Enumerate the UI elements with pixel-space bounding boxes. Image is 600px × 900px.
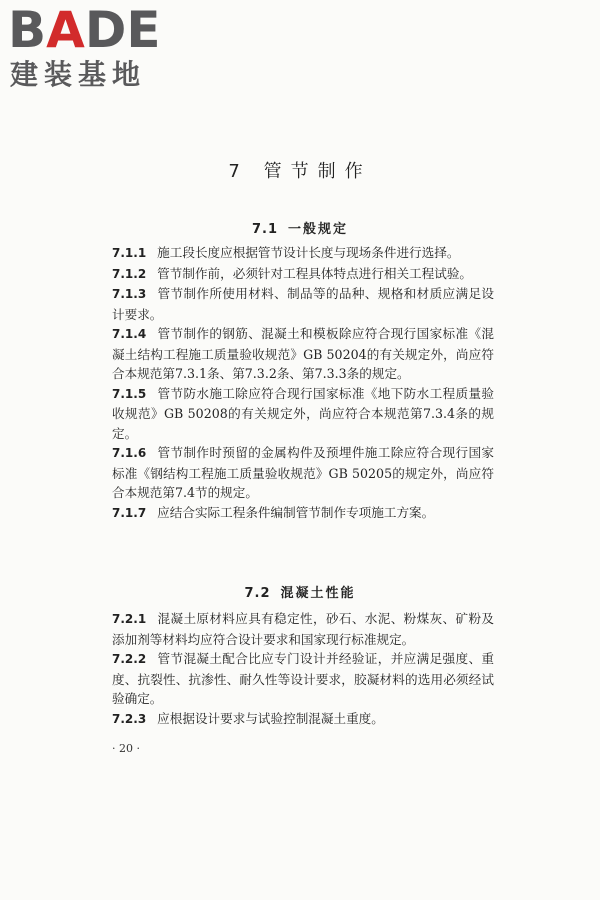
logo-letters-de: DE <box>84 1 161 59</box>
clause-text: 管节混凝土配合比应专门设计并经验证，并应满足强度、重度、抗裂性、抗渗性、耐久性等设计要求，胶凝材料的选用必须经试验确定。 <box>112 651 494 706</box>
clause-text: 管节制作的钢筋、混凝土和模板除应符合现行国家标准《混凝土结构工程施工质量验收规范》GB 50204的有关规定外，尚应符合本规范第7.3.1条、第7.3.2条、第7.3.3条的规定。 <box>112 326 494 381</box>
clause-text: 管节制作所使用材料、制品等的品种、规格和材质应满足设计要求。 <box>112 286 494 322</box>
section-heading-7-2 <box>0 582 600 601</box>
logo-subtitle: 建装基地 <box>10 58 147 91</box>
clause-number: 7.2.1 <box>112 612 147 626</box>
clause-number: 7.1.1 <box>112 246 147 260</box>
clause-7-1-2 <box>112 264 494 285</box>
clause-text: 应结合实际工程条件编制管节制作专项施工方案。 <box>157 504 435 520</box>
clause-number: 7.2.3 <box>112 711 147 726</box>
logo-accent-letter: A <box>46 1 85 59</box>
section-title-text: 混凝土性能 <box>280 586 356 601</box>
clause-7-1-4 <box>112 324 494 384</box>
clause-text: 管节制作时预留的金属构件及预埋件施工除应符合现行国家标准《钢结构工程施工质量验收规范》GB 50205的规定外，尚应符合本规范第7.4节的规定。 <box>112 445 494 500</box>
section-number: 7.1 <box>251 222 278 237</box>
clause-7-2-1 <box>112 609 494 649</box>
clause-number: 7.1.6 <box>112 446 147 460</box>
clause-number: 7.1.5 <box>112 386 147 401</box>
clause-7-2-3 <box>112 709 494 730</box>
section-title-text: 一般规定 <box>288 222 349 237</box>
logo-wordmark <box>8 2 161 58</box>
clause-7-1-3 <box>112 284 494 324</box>
clause-text: 施工段长度应根据管节设计长度与现场条件进行选择。 <box>157 245 460 260</box>
section-7-1-body <box>112 243 494 523</box>
clause-number: 7.1.2 <box>112 266 147 281</box>
clause-number: 7.2.2 <box>112 652 147 666</box>
chapter-title: 7 管节制作 <box>228 161 372 182</box>
clause-text: 混凝土原材料应具有稳定性，砂石、水泥、粉煤灰、矿粉及添加剂等材料均应符合设计要求和国家现行标准规定。 <box>112 611 494 647</box>
page-number: · 20 · <box>112 742 140 755</box>
brand-logo <box>8 2 178 94</box>
clause-number: 7.1.3 <box>112 287 147 301</box>
clause-text: 应根据设计要求与试验控制混凝土重度。 <box>157 710 384 726</box>
clause-number: 7.1.7 <box>112 505 147 520</box>
clause-7-1-7 <box>112 503 494 524</box>
clause-7-1-1 <box>112 243 494 264</box>
section-number: 7.2 <box>244 586 271 601</box>
clause-7-1-5 <box>112 384 494 444</box>
clause-number: 7.1.4 <box>112 327 147 341</box>
section-7-2-body <box>112 609 494 729</box>
clause-7-1-6 <box>112 443 494 503</box>
section-heading-7-1 <box>0 218 600 237</box>
clause-text: 管节制作前，必须针对工程具体特点进行相关工程试验。 <box>157 265 473 281</box>
clause-text: 管节防水施工除应符合现行国家标准《地下防水工程质量验收规范》GB 50208的有关规定外，尚应符合本规范第7.3.4条的规定。 <box>112 385 494 441</box>
logo-letter-b: B <box>8 1 47 59</box>
clause-7-2-2 <box>112 649 494 709</box>
